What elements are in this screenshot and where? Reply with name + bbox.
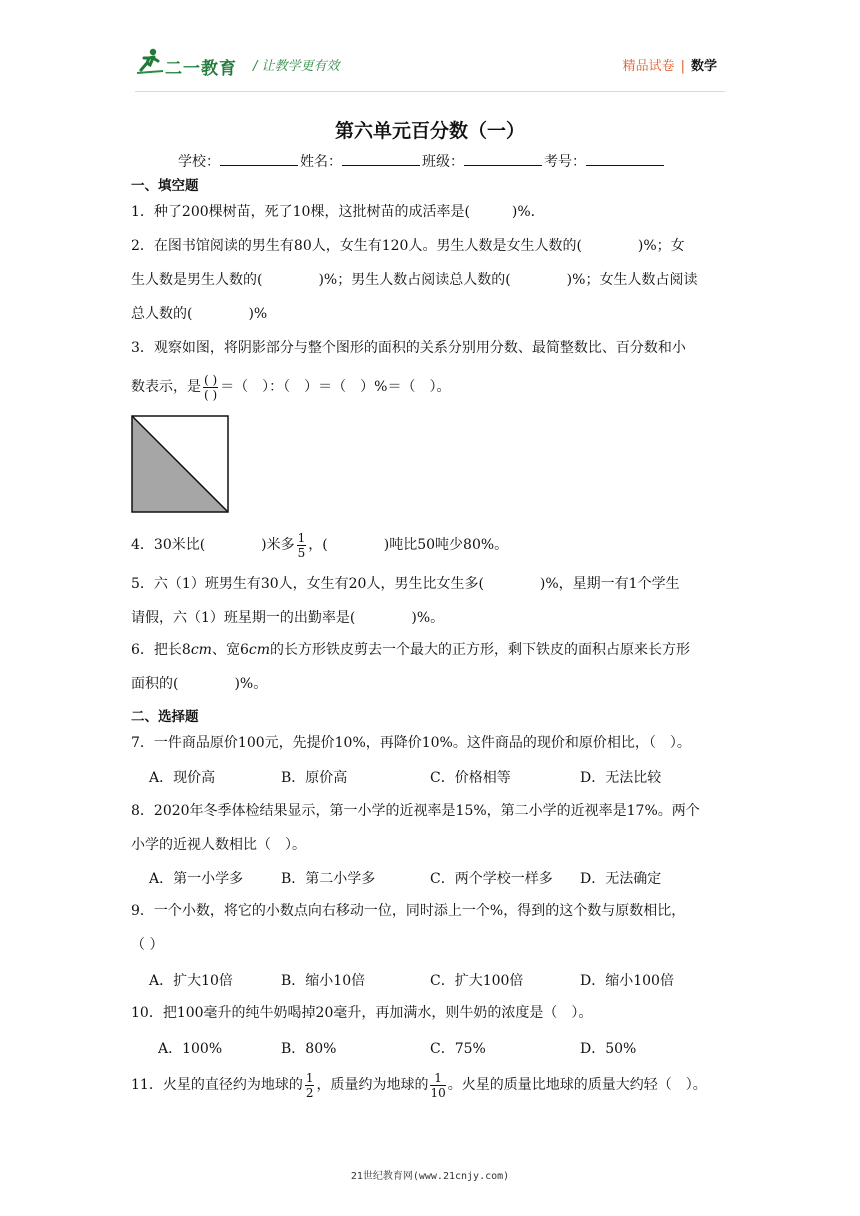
q8-option-d[interactable]: D．无法确定 <box>580 871 662 887</box>
q9-option-c[interactable]: C．扩大100倍 <box>430 973 524 989</box>
section-choice: 二、选择题 <box>131 709 199 725</box>
question-3-line-1: 3．观察如图，将阴影部分与整个图形的面积的关系分别用分数、最简整数比、百分数和小 <box>131 340 686 356</box>
exam-no-blank[interactable] <box>586 153 664 166</box>
q8-option-a[interactable]: A．第一小学多 <box>149 871 244 887</box>
question-5 <box>131 567 731 635</box>
fraction-numerator: ( ) <box>204 372 218 387</box>
question-2-line-3: 总人数的( )% <box>131 306 268 322</box>
page-footer: 21世纪教育网(www.21cnjy.com) <box>350 1171 510 1182</box>
name-label: 姓名： <box>300 154 342 170</box>
page-header <box>135 46 725 82</box>
question-6-line-2: 面积的( )%。 <box>131 676 268 692</box>
q9-option-a[interactable]: A．扩大10倍 <box>149 973 233 989</box>
class-label: 班级： <box>422 154 464 170</box>
q10-option-c[interactable]: C．75% <box>430 1041 486 1057</box>
class-blank[interactable] <box>464 153 542 166</box>
q7-option-d[interactable]: D．无法比较 <box>580 770 662 786</box>
question-11-fraction-2 <box>430 1072 445 1099</box>
question-11-middle: ，质量约为地球的 <box>316 1077 429 1093</box>
question-9-line-1: 9．一个小数，将它的小数点向右移动一位，同时添上一个%，得到的这个数与原数相比， <box>131 903 686 919</box>
question-2-line-1: 2．在图书馆阅读的男生有80人，女生有120人。男生人数是女生人数的( )%；女 <box>131 238 685 254</box>
question-10: 10．把100毫升的纯牛奶喝掉20毫升，再加满水，则牛奶的浓度是（ ）。 <box>131 1005 593 1021</box>
brand-separator: | <box>680 59 685 74</box>
question-4-prefix: 4．30米比( )米多 <box>131 537 295 553</box>
fraction-denominator: 5 <box>297 545 306 560</box>
student-info-line <box>178 151 666 171</box>
question-3 <box>131 331 731 409</box>
question-6 <box>131 633 731 701</box>
header-divider <box>135 91 725 92</box>
exam-no-label: 考号： <box>544 154 586 170</box>
q8-option-c[interactable]: C．两个学校一样多 <box>430 871 553 887</box>
shaded-square-figure <box>131 415 229 513</box>
q6-text-c: 的长方形铁皮剪去一个最大的正方形，剩下铁皮的面积占原来长方形 <box>270 642 690 658</box>
question-3-suffix: ＝（ ）：（ ）＝（ ）%＝（ ）。 <box>220 379 451 395</box>
question-8-line-1: 8．2020年冬季体检结果显示，第一小学的近视率是15%，第二小学的近视率是17%。两个 <box>131 803 700 819</box>
question-5-line-2: 请假，六（1）班星期一的出勤率是( )%。 <box>131 610 445 626</box>
page-title: 第六单元百分数（一） <box>334 120 525 142</box>
q6-text-b: 、宽6 <box>211 642 249 658</box>
q7-option-b[interactable]: B．原价高 <box>281 770 348 786</box>
q9-option-d[interactable]: D．缩小100倍 <box>580 973 674 989</box>
brand <box>623 55 717 74</box>
question-3-fraction <box>203 374 218 401</box>
q7-option-a[interactable]: A．现价高 <box>149 770 216 786</box>
question-2 <box>131 229 731 331</box>
question-8-line-2: 小学的近视人数相比（ ）。 <box>131 837 306 853</box>
question-11-prefix: 11．火星的直径约为地球的 <box>131 1077 303 1093</box>
question-1: 1．种了200棵树苗，死了10棵，这批树苗的成活率是( )%． <box>131 204 545 220</box>
question-9 <box>131 894 731 962</box>
question-11-fraction-1 <box>305 1072 315 1099</box>
q6-unit-2: cm <box>248 642 270 658</box>
q10-option-a[interactable]: A．100% <box>158 1041 223 1057</box>
q6-text-a: 6．把长8 <box>131 642 191 658</box>
question-5-line-1: 5．六（1）班男生有30人，女生有20人，男生比女生多( )%，星期一有1个学生 <box>131 576 680 592</box>
question-3-line-2 <box>131 365 731 409</box>
section-fill-blank: 一、填空题 <box>131 178 199 194</box>
question-2-line-2: 生人数是男生人数的( )%；男生人数占阅读总人数的( )%；女生人数占阅读 <box>131 272 698 288</box>
fraction-denominator: 2 <box>305 1085 314 1100</box>
fraction-numerator: 1 <box>297 530 306 545</box>
slogan: / 让教学更有效 <box>253 59 340 74</box>
q7-option-c[interactable]: C．价格相等 <box>430 770 511 786</box>
question-8 <box>131 794 731 862</box>
question-11 <box>131 1063 731 1107</box>
logo <box>135 46 255 80</box>
question-3-prefix: 数表示，是 <box>131 379 201 395</box>
logo-text: 二一教育 <box>165 59 237 79</box>
brand-subject: 数学 <box>690 59 717 74</box>
runner-logo-icon <box>135 46 165 76</box>
question-6-line-1 <box>131 633 731 667</box>
fraction-numerator: 1 <box>305 1070 314 1085</box>
question-4-suffix: ，( )吨比50吨少80%。 <box>308 537 509 553</box>
name-blank[interactable] <box>342 153 420 166</box>
question-11-suffix: 。火星的质量比地球的质量大约轻（ ）。 <box>447 1077 707 1093</box>
fraction-numerator: 1 <box>430 1072 445 1086</box>
school-label: 学校： <box>178 154 220 170</box>
question-4-fraction <box>297 532 307 559</box>
school-blank[interactable] <box>220 153 298 166</box>
q8-option-b[interactable]: B．第二小学多 <box>281 871 376 887</box>
q10-option-b[interactable]: B．80% <box>281 1041 337 1057</box>
question-7: 7．一件商品原价100元，先提价10%，再降价10%。这件商品的现价和原价相比，（ ）。 <box>131 735 691 751</box>
brand-primary: 精品试卷 <box>622 59 675 74</box>
q10-option-d[interactable]: D．50% <box>580 1041 637 1057</box>
q9-option-b[interactable]: B．缩小10倍 <box>281 973 366 989</box>
question-9-line-2: （ ） <box>131 937 164 953</box>
q6-unit-1: cm <box>190 642 212 658</box>
question-4 <box>131 523 731 567</box>
fraction-denominator: 10 <box>430 1085 446 1100</box>
fraction-denominator: ( ) <box>204 387 218 402</box>
